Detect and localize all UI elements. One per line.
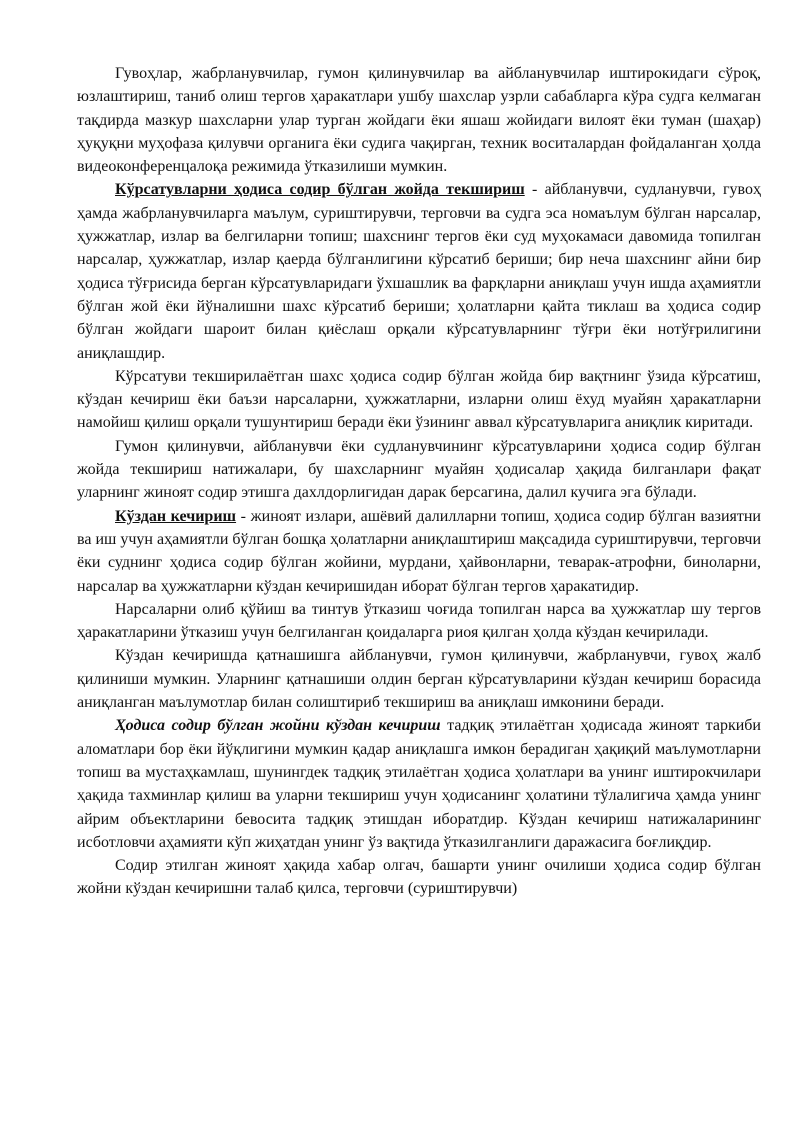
paragraph-text: тадқиқ этилаётган ҳодисада жиноят таркиби аломатлари бор ёки йўқлигини мумкин қадар аниқлашга имкон берадиган ҳақиқий маълумотларни топиш ва мустаҳкамлаш, шунингдек тадқиқ этилаётган ҳодиса ҳолатлари ва унинг иштирокчилари ҳақида тахминлар қилиш ва уларни текшириш учун ҳодисанинг ҳолатини тўлалигича ҳамда унинг айрим объектларини бевосита тадқиқ этишдан иборатдир. Кўздан кечириш натижаларининг исботловчи аҳамияти кўп жиҳатдан унинг ўз вақтида ўтказилганлиги даражасига боғлиқдир. bbox=[77, 717, 761, 851]
term-scene-inspection: Ҳодиса содир бўлган жойни кўздан кечириш bbox=[115, 717, 441, 735]
paragraph-text: Гувоҳлар, жабрланувчилар, гумон қилинувчилар ва айбланувчилар иштирокидаги сўроқ, юзлаштириш, таниб олиш тергов ҳаракатлари ушбу шахслар узрли сабабларга кўра судга келмаган тақдирда мазкур шахсларни улар турган жойдаги ёки яшаш жойидаги вилоят ёки туман (шаҳар) ҳуқуқни муҳофаза қилувчи органига ёки судига чақирган, техник воситалардан фойдаланган ҳолда видеоконференцалоқа режимида ўтказилиши мумкин. bbox=[77, 65, 761, 176]
paragraph-text: - айбланувчи, судланувчи, гувоҳ ҳамда жабрланувчиларга маълум, суриштирувчи, терговчи ва судга эса номаълум бўлган нарсалар, ҳужжатлар, излар ва белгиларни топиш; шахснинг тергов ёки суд муҳокамаси давомида топилган нарсалар, ҳужжатлар, излар қаерда бўлганлигини кўрсатиб бериши; бир неча шахснинг айни бир ҳодиса тўғрисида берган кўрсатувларидаги ўхшашлик ва фарқларни аниқлаш учун ишда аҳамиятли бўлган жой ёки йўналишни шахс кўрсатиб бериши; ҳолатларни қайта тиклаш ва ҳодиса содир бўлган жойдаги шароит билан қиёслаш орқали кўрсатувларнинг тўғри ёки нотўғрилигини аниқлашдир. bbox=[77, 181, 762, 362]
paragraph-testimony-results bbox=[77, 435, 761, 505]
document-page bbox=[77, 62, 761, 901]
paragraph-text: - жиноят излари, ашёвий далилларни топиш, ҳодиса содир бўлган вазиятни ва иш учун аҳамиятли бўлган бошқа ҳолатларни аниқлаштириш мақсадида суриштирувчи, терговчи ёки суднинг ҳодиса содир бўлган жойини, мурдани, ҳайвонларни, теварак-атрофни, биноларни, нарсалар ва ҳужжатларни кўздан кечиришидан иборат бўлган тергов ҳаракатидир. bbox=[77, 507, 761, 595]
paragraph-inspection-participants bbox=[77, 644, 761, 714]
term-inspection: Кўздан кечириш bbox=[115, 507, 237, 525]
paragraph-text: Кўрсатуви текширилаётган шахс ҳодиса содир бўлган жойда бир вақтнинг ўзида кўрсатиш, кўздан кечириш ёки баъзи нарсаларни, ҳужжатларни, изларни олиш ёхуд муайян ҳаракатларни намойиш қилиш орқали тушунтириш беради ёки ўзининг аввал кўрсатувларига аниқлик киритади. bbox=[77, 367, 761, 432]
paragraph-videoconference bbox=[77, 62, 761, 178]
paragraph-testimony-person bbox=[77, 365, 761, 435]
paragraph-report-received bbox=[77, 854, 761, 901]
paragraph-text: Кўздан кечиришда қатнашишга айбланувчи, гумон қилинувчи, жабрланувчи, гувоҳ жалб қилиниши мумкин. Уларнинг қатнашиши олдин берган кўрсатувларини кўздан кечириш борасида аниқланган маълумотлар билан солиштириб текшириш ва аниқлаш имконини беради. bbox=[77, 647, 761, 712]
paragraph-testimony-verification-definition bbox=[77, 178, 761, 364]
paragraph-text: Гумон қилинувчи, айбланувчи ёки судланувчининг кўрсатувларини ҳодиса содир бўлган жойда текшириш натижалари, бу шахсларнинг муайян ҳодисалар ҳақида билганлари фақат уларнинг жиноят содир этишга дахлдорлигидан дарак берсагина, далил кучига эга бўлади. bbox=[77, 437, 761, 502]
paragraph-text: Нарсаларни олиб қўйиш ва тинтув ўтказиш чоғида топилган нарса ва ҳужжатлар шу тергов ҳаракатларини ўтказиш учун белгиланган қоидаларга риоя қилган ҳолда кўздан кечирилади. bbox=[77, 600, 761, 642]
paragraph-seized-items bbox=[77, 598, 761, 645]
paragraph-scene-inspection-definition bbox=[77, 714, 761, 854]
paragraph-text: Содир этилган жиноят ҳақида хабар олгач, башарти унинг очилиши ҳодиса содир бўлган жойни кўздан кечиришни талаб қилса, терговчи (суриштирувчи) bbox=[77, 857, 761, 898]
term-testimony-verification: Кўрсатувларни ҳодиса содир бўлган жойда текшириш bbox=[115, 181, 525, 199]
paragraph-inspection-definition bbox=[77, 505, 761, 598]
